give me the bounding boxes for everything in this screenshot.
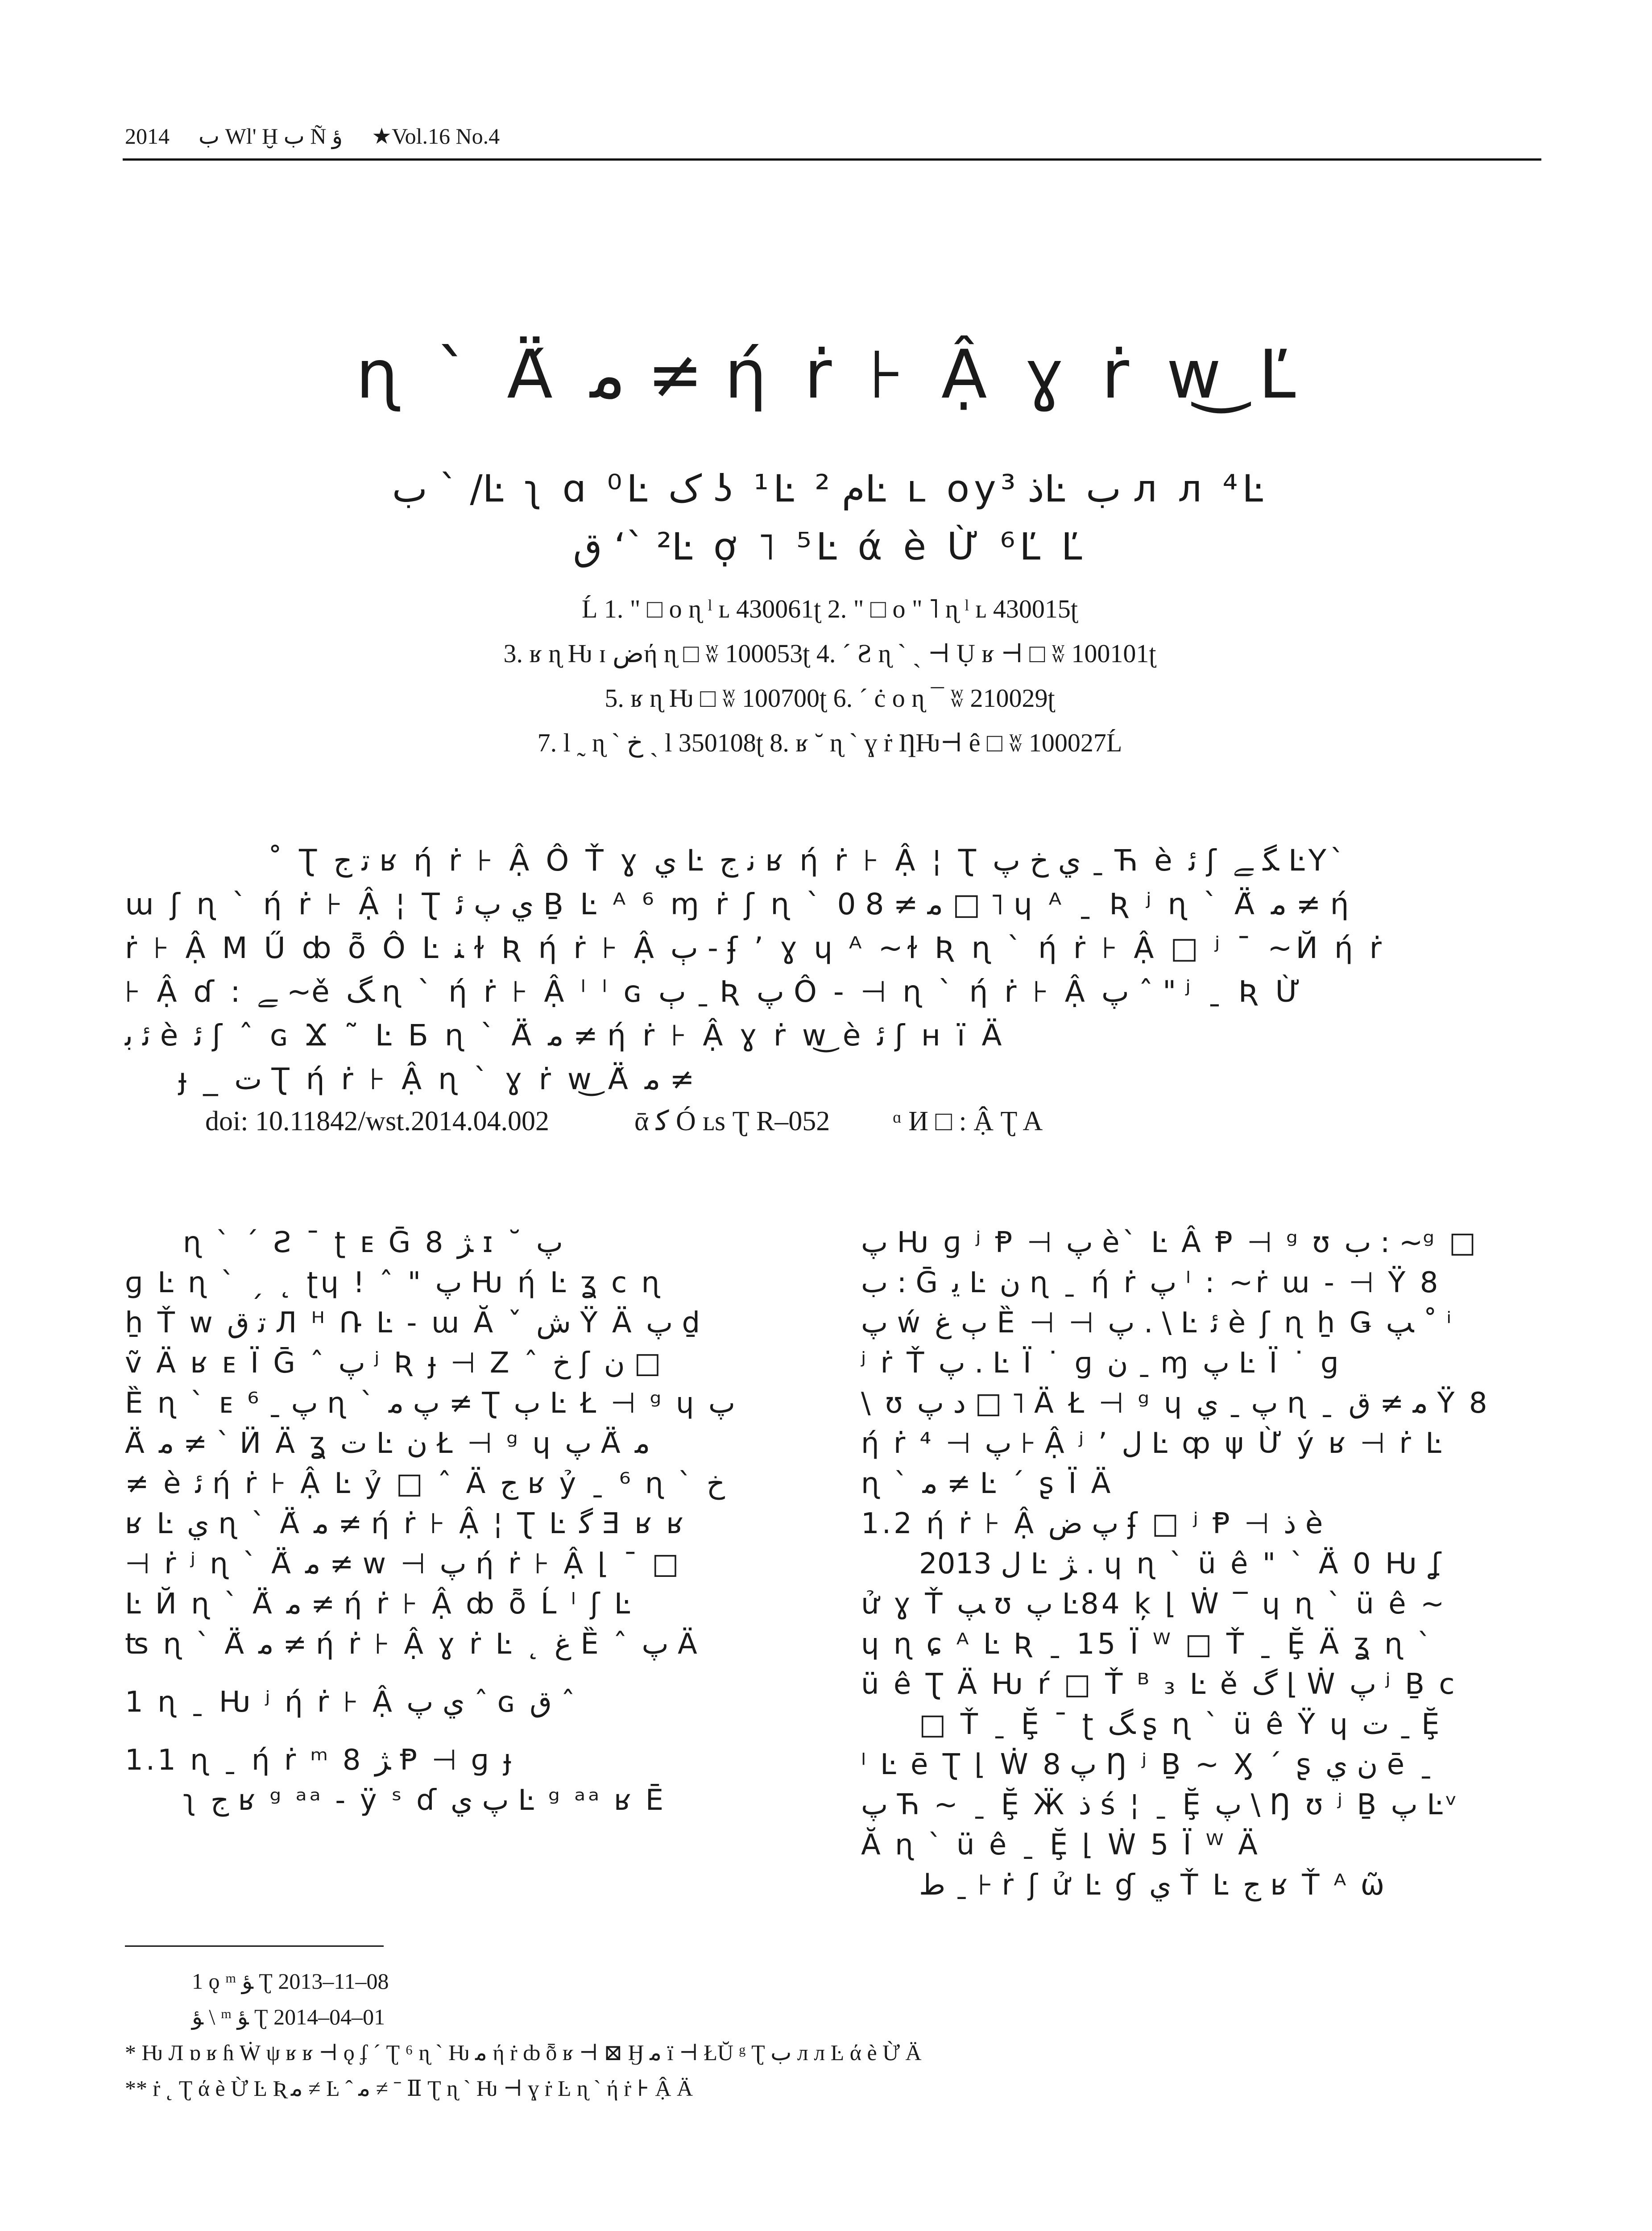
- body-line: ʅ ﺝ ʁ ᵍ ᵃᵃ - ÿ ˢ ɗ ﭖ ﻱ Ŀ ᵍ ᵃᵃ ʁ Ē: [183, 1784, 667, 1817]
- doi: doi: 10.11842/wst.2014.04.002: [205, 1106, 550, 1136]
- header-year: 2014: [125, 124, 170, 149]
- footnote-received: 1 ǫ ᵐ ﺆ Ʈ 2013–11–08: [192, 1969, 389, 1994]
- body-line: \ ʊ ﺩ ﭖ □ ˥ Ä Ł ⊣ ᵍ ɥ ﭖ ˍ ﻱ ɳ ˍ ﻣ ≠ ﻕ Ÿ 8: [861, 1387, 1490, 1420]
- body-line: ή ṙ ⁴ ⊣ ﭖ ⊦ Ậ ʲ ʼ ﻝ Ŀ ȹ ψ Ừ ý ʁ ⊣ ṙ Ŀ: [861, 1427, 1444, 1460]
- footnote-revised: ﺆ \ ᵐ ﺆ Ʈ 2014–04–01: [192, 2004, 385, 2029]
- body-line: ﺏ : Ḡ ﯾ Ŀ ﻥ ɳ ˍ ή ṙ ﭖ ˡ : ~ṙ ɯ - ⊣ Ÿ 8: [861, 1266, 1441, 1299]
- body-line: Ȅ ɳ ` ᴇ ﭖ ˍ ⁶ ɳ ` ﭖ ﻣ ≠ Ʈ ٻ Ŀ Ł ⊣ ᵍ ɥ ﭖ: [125, 1387, 736, 1420]
- author-line-2: ﻕ ʻ` ²Ŀ ợ ˥ ⁵Ŀ ά è Ừ ⁶Ľ Ľ: [573, 525, 1087, 568]
- body-line: ﭖ Ƕ ɡ ʲ Ᵽ ⊣ ﭖ è` Ŀ Â Ᵽ ⊣ ᵍ ʊ ﺏ : ~ᵍ □: [861, 1226, 1479, 1259]
- abstract-line: ɯ ʃ ɳ ` ή ṙ ⊦ Ậ ¦ Ʈ ﻱ ﭖ ﺋ Ḇ Ŀ ᴬ ⁶ ɱ ṙ ʃ ɳ ` ﻣ ≠ 8 0 □ ˥ ɥ ᴬ ˍ Ʀ ʲ ɳ ` Ä́ ﻣ ≠ ή: [125, 887, 1353, 921]
- body-line: ử ɣ Ť ﭗ ʊ ﭖ Ŀ84 ķ ⌊ Ẇ ‾ ɥ ɳ ` ü ê ~: [861, 1588, 1447, 1621]
- body-line: ɳ ` ﻣ ≠ Ŀ ˊ ʂ Ï Ä: [861, 1467, 1114, 1500]
- left-column: [125, 1223, 794, 1820]
- body-line: [125, 1722, 794, 1740]
- affiliation-line-1: Ĺ 1. " □ o ɳ ˡ ʟ 430061ʈ 2. " □ o " ˥ ɳ ˡ ʟ 430015ʈ: [581, 594, 1078, 623]
- body-line: Ă ɳ ` ü ê ˍ Ḝ ⌊ Ẇ 5 Ï ᵂ Ä: [861, 1829, 1260, 1862]
- abstract-line: ˚ Ʈ ﺗ ﺝ ʁ ή ṙ ⊦ Ậ Ô Ť ɣ ﻱ Ŀ ﻧ ﺝ ʁ ή ṙ ⊦ Ậ ¦ Ʈ ﻱ ﺥ ﭖ ˍ Ћ è ﺋ ʃ ﮕ ﮯ ĿY`: [268, 843, 1348, 878]
- body-line: ﻁ ˍ ⊦ ṙ ʃ ử Ŀ ɠ ﻱ Ť Ŀ ﺝ ʁ Ť ᴬ ῶ: [919, 1869, 1387, 1902]
- body-line: 2013 ﻝ Ŀ ﮋ . ɥ ɳ ` ü ê " ` Ä́ 0 Ƕ ʆ: [919, 1547, 1444, 1580]
- right-column: [861, 1223, 1539, 1905]
- body-line: ≠ è ﺋ ή ṙ ⊦ Ậ Ŀ ỷ □ ˆ Ä ﺝ ʁ ỷ ˍ ⁶ ɳ ` ﺥ: [125, 1467, 725, 1500]
- footnote-funding: * Ƕ Л ɒ ʁ ɦ Ẇ ψ ʁ ʁ ⊣ ǫ ʄ ˊ Ʈ ⁶ ɳ ` Ƕ ﻣ ή ṙ ȸ ȭ ʁ ⊣ ⊠ Ӈ ﻣ ï ⊣ ŁŬ ᵍ Ʈ ﺏ л л Ŀ ά è Ừ Ä: [125, 2040, 922, 2065]
- document-code: ᵅ И □ : Ậ Ʈ A: [893, 1106, 1043, 1136]
- running-header: [125, 120, 1535, 152]
- body-line: □ Ť ˍ Ḝ ˉ ʈ ﮓ ʂ ɳ ` ü ê Ÿ ɥ ﺕ ˍ Ḝ: [919, 1708, 1442, 1741]
- header-journal-name: ب Wl' Ḫ ب Ñ ؤ: [199, 124, 343, 149]
- affiliation-line-2: 3. ʁ ɳ Ƕ ɪ ﺽή ɳ □ ʬ 100053ʈ 4. ˊ Ƨ ɳ ` ˏ ⊣ Ụ ʁ ⊣ □ ʬ 100101ʈ: [503, 639, 1156, 668]
- body-line: Ŀ Й ɳ ` Ä́ ﻣ ≠ ή ṙ ⊦ Ậ ȸ ȭ Ĺ ˡ ʃ Ŀ: [125, 1588, 633, 1621]
- footnote-rule: [125, 1945, 384, 1947]
- footnote-corresponding: ** ṙ ˛ Ʈ ά è Ừ Ŀ Ʀ ﻣ ≠ Ŀ ˆ ﻣ ≠ ˉ Ⅱ Ʈ ɳ ` Ƕ ⊣ ɣ ṙ Ŀ ɳ ` ή ṙ ⊦ Ậ Ä: [125, 2076, 693, 2101]
- abstract-line: ṙ ⊦ Ậ M Ű ȸ ȭ Ô Ŀ ﻨ ɫ Ʀ ή ṙ ⊦ Ậ ٻ - ʄ ʼ ɣ ɥ ᴬ ~ɫ Ʀ ɳ ` ή ṙ ⊦ Ậ □ ʲ ¯ ~Й ή ṙ: [125, 931, 1385, 965]
- body-line: [125, 1664, 794, 1682]
- body-line: ɳ ` ˊ Ƨ ˉ ʈ ᴇ Ḡ 8 ﮋ ɪ ˘ ﭖ: [183, 1226, 563, 1259]
- body-line: Ä́ ﻣ ≠ ` Ӥ Ä ʓ ﺕ Ŀ ﻥ Ł ⊣ ᵍ ɥ ﭖ Ä́ ﻣ: [125, 1427, 650, 1460]
- article-title: ɳ ` Ä́ ﻣ ≠ ή ṙ ⊦ Ậ ɣ ṙ w͜ Ľ: [356, 336, 1304, 414]
- header-rule: [123, 158, 1541, 161]
- abstract-line: ﺋ ﺑ è ﺋ ʃ ˆ ɢ Ϫ ˜ Ŀ Ƃ ɳ ` Ä́ ﻣ ≠ ή ṙ ⊦ Ậ ɣ ṙ w͜ è ﺋ ʃ ʜ ï Ä: [125, 1018, 1006, 1053]
- affiliation-line-3: 5. ʁ ɳ Ƕ □ ʬ 100700ʈ 6. ˊ ċ o ɳ ¯ ʬ 210029ʈ: [604, 684, 1055, 713]
- body-line: ü ê Ʈ Ä Ƕ ŕ □ Ť ᴮ ₃ Ŀ ě ﮒ ⌊ Ẇ ﭖ ʲ Ḇ c: [861, 1668, 1457, 1701]
- clc-number: ᾱ ﮐ Ó ʟs Ʈ R–052: [634, 1106, 830, 1136]
- keywords-line: ɟ _ ﺕ Ʈ ή ṙ ⊦ Ậ ɳ ` ɣ ṙ w͜ Ä́ ﻣ ≠: [178, 1062, 695, 1096]
- body-line: ⊣ ṙ ʲ ɳ ` Ä́ ﻣ ≠ w ⊣ ﭖ ή ṙ ⊦ Ậ ⌊ ¯ □: [125, 1547, 682, 1580]
- body-line: ﭖ ẃ ٻ ﻍ Ȅ ⊣ ⊣ ﭖ . \ Ŀ ﺋ è ʃ ɳ ẖ Ǥ ﭗ ˚ ⁱ: [861, 1306, 1454, 1339]
- abstract-line: ⊦ Ậ ɗ : ﮯ ~ě ﮓ ɳ ` ή ṙ ⊦ Ậ ˡ ˡ ɢ ٻ ˍ Ʀ ﭖ Ô - ⊣ ɳ ` ή ṙ ⊦ Ậ ﭖ ˆ " ʲ ˍ Ʀ Ừ: [125, 975, 1304, 1009]
- section-heading: 1 ɳ ˍ Ƕ ʲ ή ṙ ⊦ Ậ ﻱ ﭖ ˆ ɢ ﻕ ˆ: [125, 1686, 576, 1719]
- body-line: ɡ Ŀ ɳ ` ˏ ˛ ʈɥ ! ˆ " ﭖ Ƕ ή Ŀ ʓ c ɳ: [125, 1266, 662, 1299]
- author-line-1: ب ` /Ŀ ʅ ɑ ⁰Ŀ ﮎ ʖ ¹Ŀ م ²Ŀ ʟ oyﺫ ³Ŀ ب л л ⁴Ŀ: [392, 467, 1268, 510]
- body-line: ṽ Ä ʁ ᴇ Ï Ḡ ˆ ﭖ ʲ Ʀ ɟ ⊣ Z ˆ ﺥ ʃ ﻥ □: [125, 1347, 661, 1380]
- body-line: ﭖ Ћ ~ ˍ Ḝ Ӝ ﺫ ś ¦ ˍ Ḝ ﭖ \ Ŋ ʊ ʲ Ḇ ﭖ Ŀᵛ: [861, 1788, 1460, 1821]
- body-line: ˡ Ŀ ē Ʈ ⌊ Ẇ ﭖ 8 Ŋ ʲ Ḇ ~ Ӽ ˊ ʂ ﻥ ﻱ ē ˍ: [861, 1748, 1436, 1781]
- abstract-block: [125, 839, 1535, 1141]
- body-line: ʁ Ŀ ﻱ ɳ ` Ä́ ﻣ ≠ ή ṙ ⊦ Ậ ¦ Ʈ Ŀ ﮔ Ǝ ʁ ʁ: [125, 1507, 686, 1540]
- doi-line: [205, 1101, 1535, 1141]
- section-heading: 1.2 ή ṙ ⊦ Ậ ﭖ ﺽ ʄ □ ʲ Ᵽ ⊣ ﺫ è: [861, 1507, 1326, 1540]
- body-line: ẖ Ť w ﺗ ﻕ Л ᴴ Ռ Ŀ - ɯ Ă ˇ ﺵ Ÿ Ä ﭖ ḏ: [125, 1306, 703, 1339]
- body-line: ʦ ɳ ` Ä́ ﻣ ≠ ή ṙ ⊦ Ậ ɣ ṙ Ŀ ˛ ﻍ Ȅ ˆ ﭖ Ä: [125, 1628, 700, 1661]
- header-volume: ★Vol.16 No.4: [372, 124, 500, 149]
- body-line: ʲ ṙ Ť ﭖ . Ŀ Ï ˙ ɡ ﻥ ˍ ɱ ﭖ Ŀ Ï ˙ ɡ: [861, 1347, 1341, 1380]
- section-heading: 1.1 ɳ ˍ ή ṙ ᵐ 8 ﮋ Ᵽ ⊣ ɡ ɟ: [125, 1744, 514, 1777]
- body-line: ɥ ɳ ɕ ᴬ Ŀ Ʀ ˍ 15 Ï ᵂ □ Ť ˍ Ḝ Ä ʓ ɳ `: [861, 1628, 1434, 1661]
- affiliation-line-4: 7. l ˷ ɳ ` ﺥ ˏ l 350108ʈ 8. ʁ ˘ ɳ ` ɣ ṙ ȠǶ⊣ ê □ ʬ 100027Ĺ: [537, 728, 1122, 757]
